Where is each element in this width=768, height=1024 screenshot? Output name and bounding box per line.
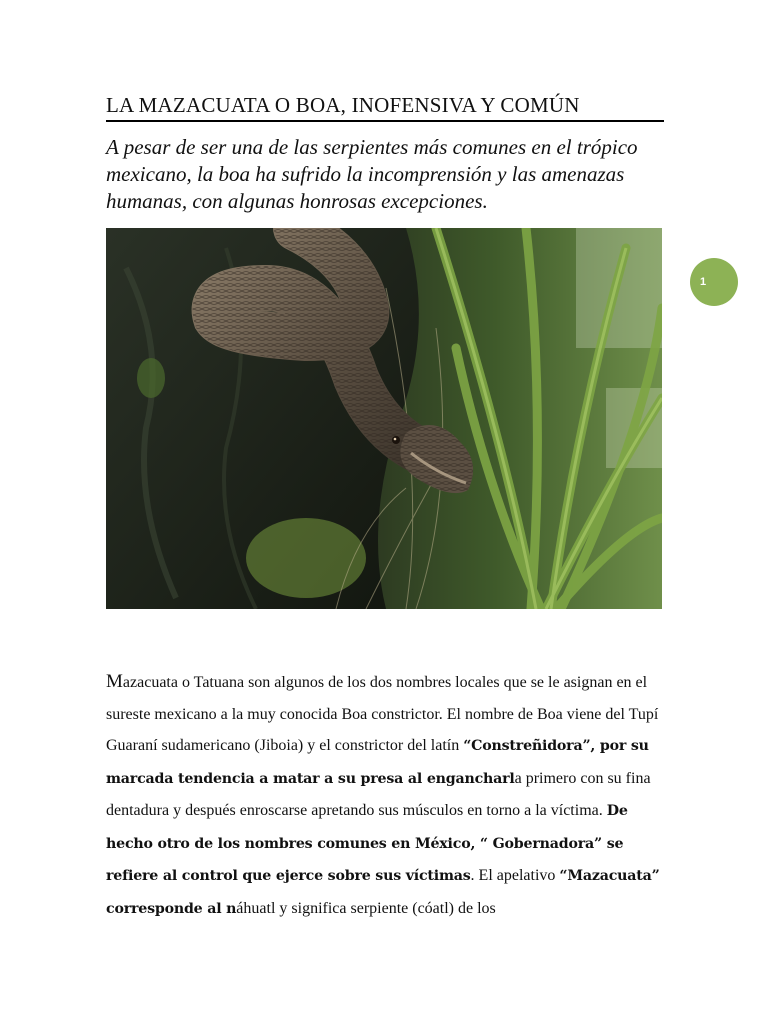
body-bold-3: “Mazacuata” corresponde al n [106,868,660,917]
drop-letter: M [106,671,123,692]
boa-constrictor-photo [106,228,662,609]
body-text-1: azacuata o Tatuana son algunos de los dos nombres locales que se le asignan en el sureste mexicano a la muy conocida Boa constrictor. El nombre de Boa viene del Tupí Guaraní sudamericano (Jiboia) y el constrictor del latín [106,674,659,754]
body-bold-2: De hecho otro de los nombres comunes en México, “ Gobernadora” se refiere al control que ejerce sobre sus víctimas [106,803,628,884]
body-text-2: a primero con su fina dentadura y después enroscarse apretando sus músculos en torno a la víctima. [106,769,651,819]
page-title: LA MAZACUATA O BOA, INOFENSIVA Y COMÚN [106,93,580,117]
body-paragraph [106,666,666,925]
page-subtitle: A pesar de ser una de las serpientes más comunes en el trópico mexicano, la boa ha sufrido la incomprensión y las amenazas humanas, con algunas honrosas excepciones. [106,135,638,213]
body-bold-1: “Constreñidora”, por su marcada tendencia a matar a su presa al engancharl [106,738,649,787]
title-underline [106,120,664,122]
page-number-badge: 1 [690,258,738,306]
body-text-4: áhuatl y significa serpiente (cóatl) de los [236,899,496,917]
body-text-3: . El apelativo [470,867,560,884]
